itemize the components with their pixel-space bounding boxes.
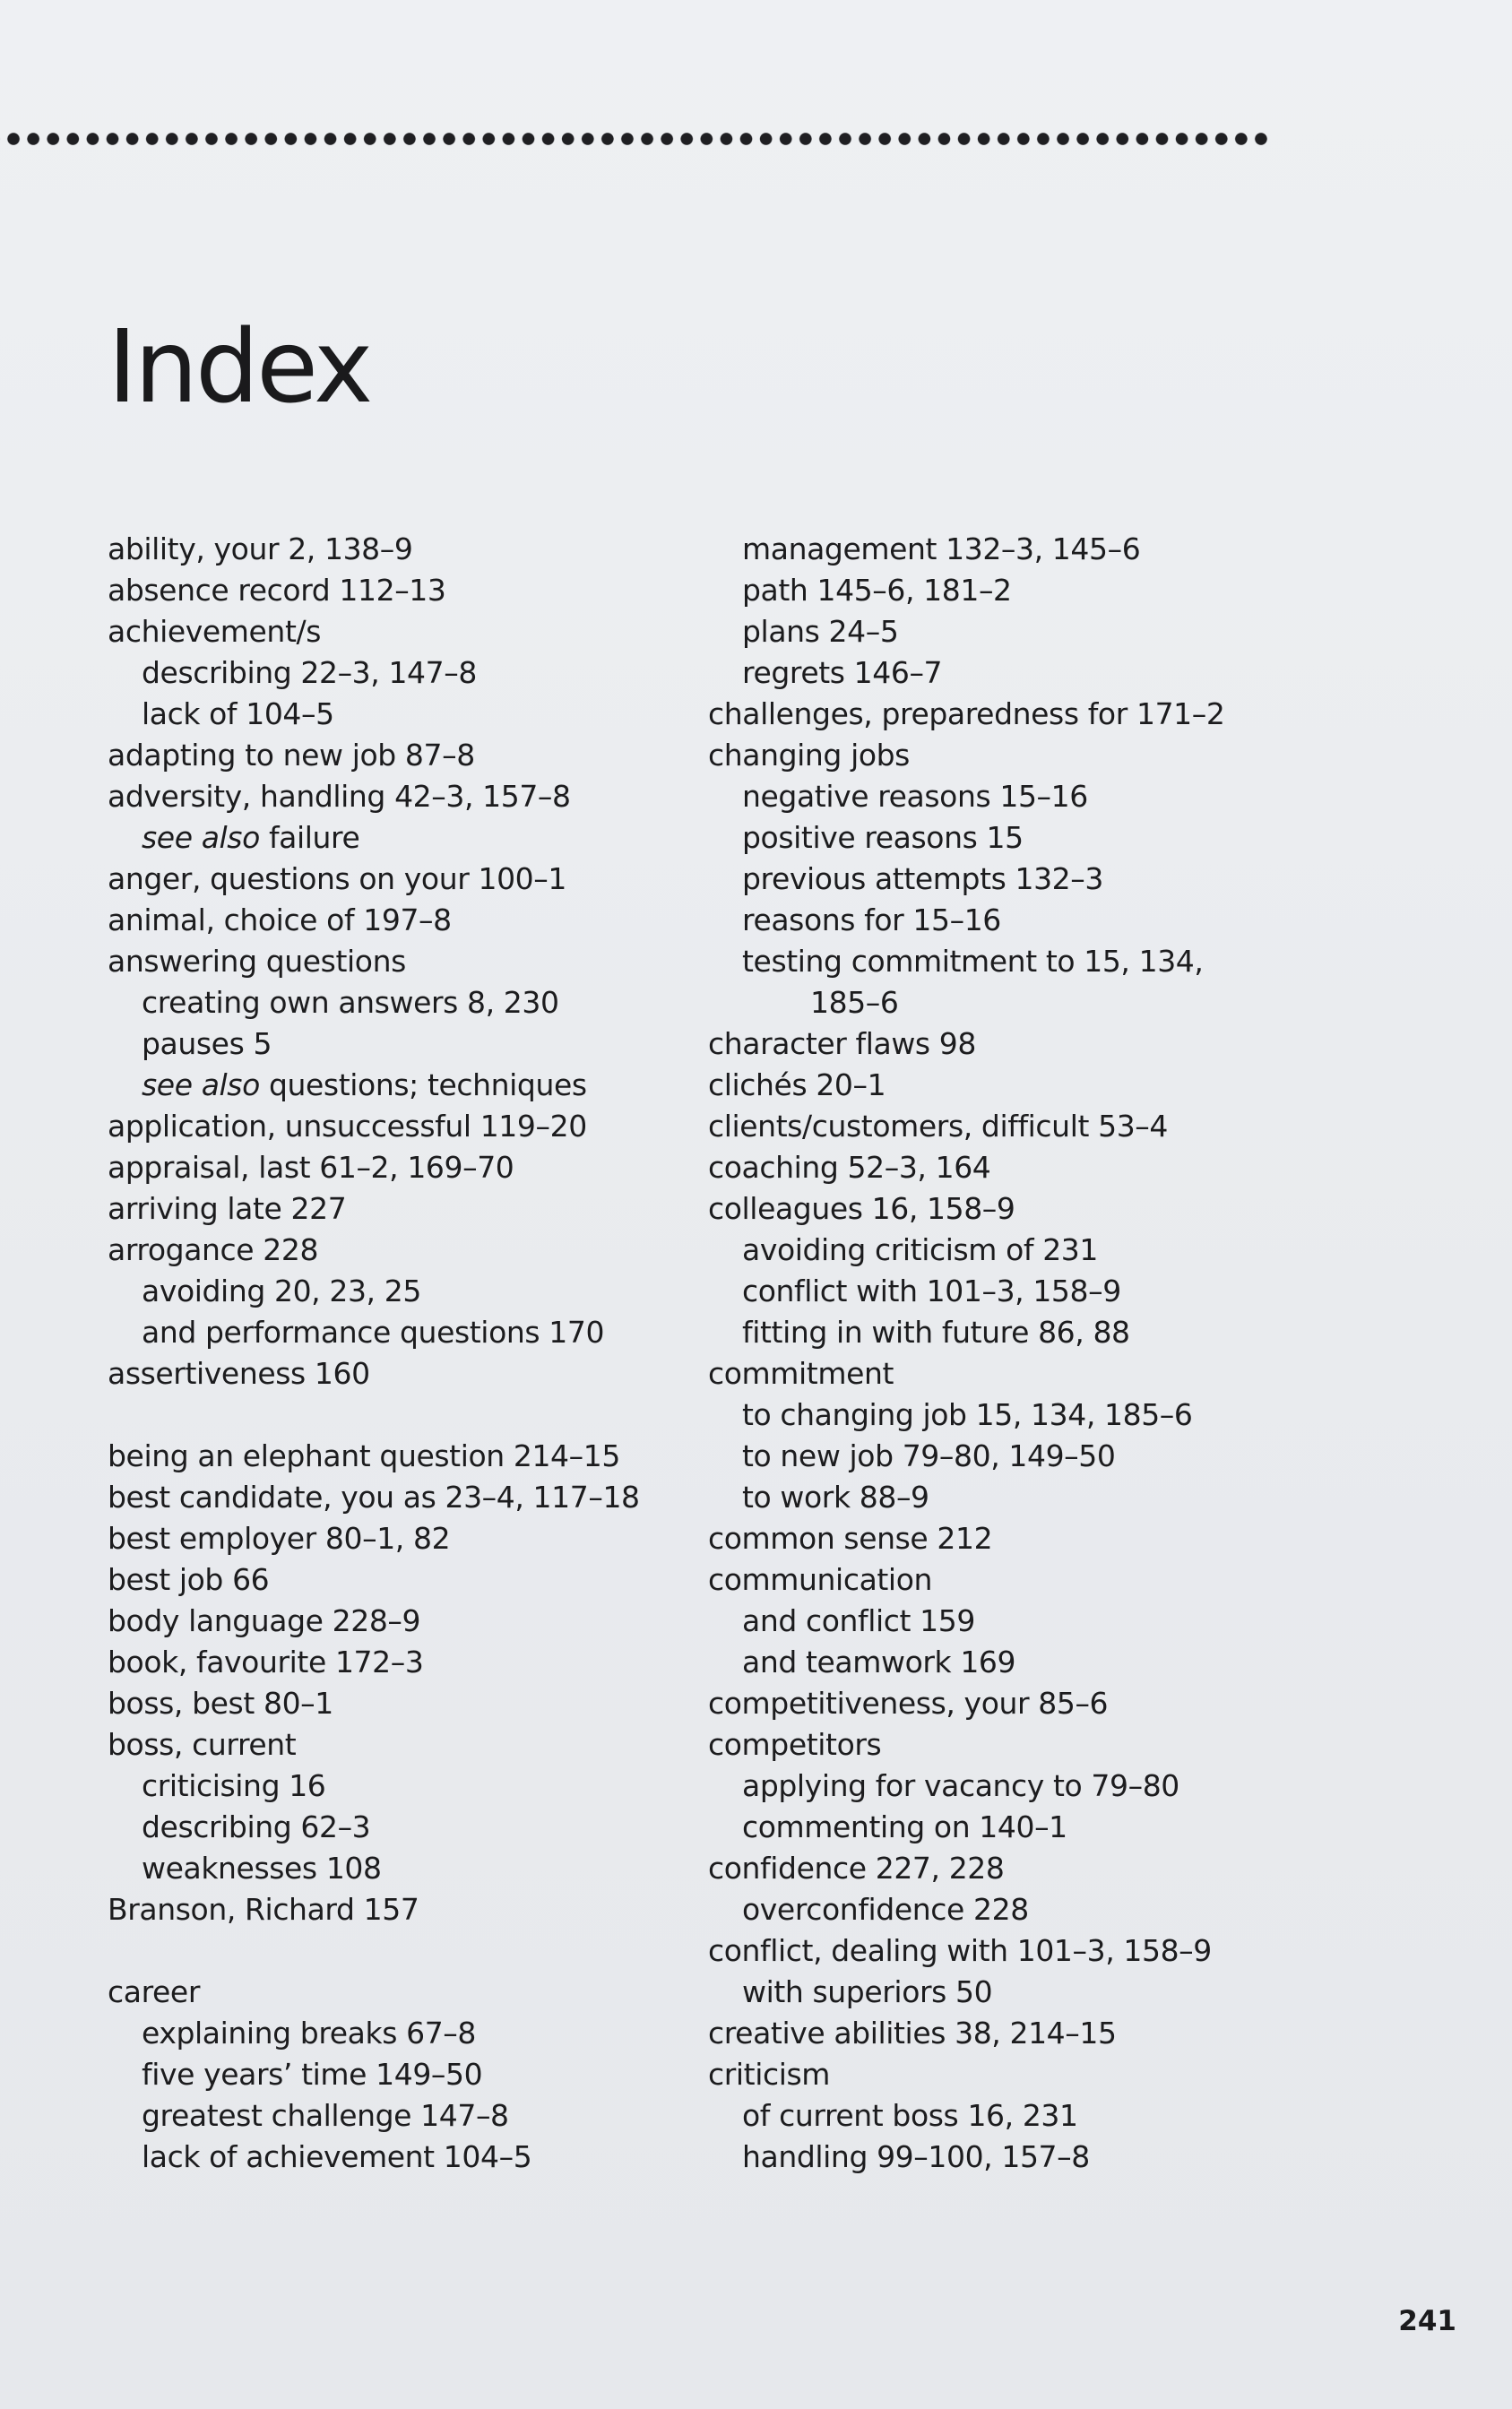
index-entry-text: overconfidence 228 bbox=[742, 1892, 1029, 1927]
index-subentry bbox=[108, 2095, 681, 2137]
index-entry-text: commenting on 140–1 bbox=[742, 1809, 1067, 1844]
index-entry-text: creative abilities 38, 214–15 bbox=[708, 2016, 1117, 2051]
index-entry-text: creating own answers 8, 230 bbox=[142, 985, 559, 1020]
index-entry-text: to changing job 15, 134, 185–6 bbox=[742, 1397, 1193, 1432]
index-entry-text: competitors bbox=[708, 1727, 882, 1762]
index-entry bbox=[708, 1559, 1335, 1601]
index-entry-text: clichés 20–1 bbox=[708, 1067, 886, 1102]
index-entry-text: testing commitment to 15, 134, bbox=[742, 944, 1204, 979]
index-subentry bbox=[108, 2054, 681, 2095]
index-entry-text: arrogance 228 bbox=[108, 1232, 319, 1267]
index-entry-text: avoiding 20, 23, 25 bbox=[142, 1274, 421, 1308]
index-entry bbox=[708, 1848, 1335, 1889]
index-subentry bbox=[708, 1766, 1335, 1807]
index-subentry bbox=[108, 1065, 681, 1106]
index-subentry bbox=[108, 1312, 681, 1353]
index-entry-text: path 145–6, 181–2 bbox=[742, 573, 1012, 608]
index-subentry bbox=[108, 1807, 681, 1848]
index-entry bbox=[108, 1106, 681, 1147]
index-entry-text: assertiveness 160 bbox=[108, 1356, 370, 1391]
index-entry-text: book, favourite 172–3 bbox=[108, 1645, 424, 1679]
cross-reference-label: see also bbox=[142, 1067, 260, 1102]
index-entry bbox=[108, 1889, 681, 1930]
index-entry bbox=[708, 1518, 1335, 1559]
index-subentry bbox=[708, 611, 1335, 652]
index-subentry bbox=[708, 1807, 1335, 1848]
index-subentry bbox=[708, 1889, 1335, 1930]
index-entry bbox=[708, 1023, 1335, 1065]
index-entry-text: reasons for 15–16 bbox=[742, 902, 1001, 937]
index-entry-text: to work 88–9 bbox=[742, 1480, 929, 1515]
index-subentry bbox=[108, 982, 681, 1023]
index-entry-text: five years’ time 149–50 bbox=[142, 2057, 483, 2092]
index-subentry bbox=[708, 1642, 1335, 1683]
dotted-rule bbox=[0, 131, 1273, 154]
index-entry-text: failure bbox=[268, 820, 360, 855]
index-entry-text: commitment bbox=[708, 1356, 894, 1391]
index-entry-text: appraisal, last 61–2, 169–70 bbox=[108, 1150, 514, 1185]
index-entry-text: animal, choice of 197–8 bbox=[108, 902, 452, 937]
index-entry bbox=[108, 900, 681, 941]
index-entry-text: adversity, handling 42–3, 157–8 bbox=[108, 779, 571, 814]
index-entry-text: character flaws 98 bbox=[708, 1026, 976, 1061]
index-subentry bbox=[708, 2137, 1335, 2178]
index-entry-text: answering questions bbox=[108, 944, 406, 979]
index-subentry bbox=[108, 1848, 681, 1889]
index-subentry bbox=[708, 2095, 1335, 2137]
index-entry-text: Branson, Richard 157 bbox=[108, 1892, 419, 1927]
index-entry-text: and conflict 159 bbox=[742, 1603, 975, 1638]
index-entry-text: criticism bbox=[708, 2057, 831, 2092]
index-entry-text: adapting to new job 87–8 bbox=[108, 738, 475, 773]
index-entry-text: and teamwork 169 bbox=[742, 1645, 1016, 1679]
index-entry bbox=[108, 1436, 681, 1477]
index-entry bbox=[108, 1601, 681, 1642]
index-entry bbox=[108, 611, 681, 652]
index-subentry bbox=[108, 652, 681, 694]
index-subentry bbox=[108, 2137, 681, 2178]
index-entry bbox=[108, 735, 681, 776]
index-entry-text: previous attempts 132–3 bbox=[742, 861, 1103, 896]
index-subentry bbox=[708, 529, 1335, 570]
index-entry-text: criticising 16 bbox=[142, 1768, 326, 1803]
index-gap bbox=[108, 1394, 681, 1436]
index-entry bbox=[108, 1188, 681, 1230]
cross-reference-label: see also bbox=[142, 820, 260, 855]
index-entry bbox=[108, 529, 681, 570]
index-entry bbox=[108, 776, 681, 817]
index-entry-text: career bbox=[108, 1974, 200, 2009]
index-entry-text: positive reasons 15 bbox=[742, 820, 1024, 855]
index-subentry bbox=[708, 900, 1335, 941]
index-entry-text: changing jobs bbox=[708, 738, 910, 773]
index-entry bbox=[708, 735, 1335, 776]
index-entry-text: conflict, dealing with 101–3, 158–9 bbox=[708, 1933, 1212, 1968]
index-subentry bbox=[108, 1023, 681, 1065]
index-gap bbox=[108, 1930, 681, 1972]
index-column-left bbox=[108, 529, 681, 2178]
index-entry bbox=[708, 1147, 1335, 1188]
index-entry-text: avoiding criticism of 231 bbox=[742, 1232, 1098, 1267]
index-entry-text: anger, questions on your 100–1 bbox=[108, 861, 566, 896]
index-entry-text: plans 24–5 bbox=[742, 614, 899, 649]
index-entry-text: confidence 227, 228 bbox=[708, 1851, 1005, 1886]
index-entry-text: greatest challenge 147–8 bbox=[142, 2098, 509, 2133]
index-entry-text: describing 22–3, 147–8 bbox=[142, 655, 477, 690]
index-entry bbox=[708, 1106, 1335, 1147]
index-entry-text: challenges, preparedness for 171–2 bbox=[708, 696, 1225, 731]
index-entry-text: colleagues 16, 158–9 bbox=[708, 1191, 1015, 1226]
index-subentry bbox=[108, 1766, 681, 1807]
index-subentry bbox=[708, 776, 1335, 817]
index-subentry bbox=[108, 1271, 681, 1312]
index-entry bbox=[708, 1353, 1335, 1394]
index-entry-text: competitiveness, your 85–6 bbox=[708, 1686, 1109, 1721]
index-entry-text: management 132–3, 145–6 bbox=[742, 531, 1141, 566]
index-subentry bbox=[708, 1972, 1335, 2013]
index-subentry bbox=[708, 1477, 1335, 1518]
index-subentry bbox=[708, 1230, 1335, 1271]
index-entry-text: lack of 104–5 bbox=[142, 696, 334, 731]
index-entry-text: lack of achievement 104–5 bbox=[142, 2139, 532, 2174]
index-subentry bbox=[708, 817, 1335, 859]
index-entry bbox=[108, 1642, 681, 1683]
index-subentry bbox=[708, 652, 1335, 694]
index-entry-text: common sense 212 bbox=[708, 1521, 993, 1556]
index-entry bbox=[108, 1683, 681, 1724]
index-entry bbox=[108, 1559, 681, 1601]
index-subentry bbox=[708, 982, 1335, 1023]
index-entry-text: arriving late 227 bbox=[108, 1191, 347, 1226]
index-entry-text: negative reasons 15–16 bbox=[742, 779, 1088, 814]
index-entry-text: describing 62–3 bbox=[142, 1809, 371, 1844]
index-subentry bbox=[708, 570, 1335, 611]
index-subentry bbox=[708, 1312, 1335, 1353]
page-title: Index bbox=[108, 309, 371, 427]
index-entry bbox=[708, 2013, 1335, 2054]
index-entry bbox=[108, 1230, 681, 1271]
index-entry-text: applying for vacancy to 79–80 bbox=[742, 1768, 1179, 1803]
index-entry-text: and performance questions 170 bbox=[142, 1315, 605, 1350]
index-column-right bbox=[708, 529, 1335, 2178]
index-entry-text: pauses 5 bbox=[142, 1026, 272, 1061]
page-number: 241 bbox=[1398, 2305, 1456, 2337]
index-entry-text: questions; techniques bbox=[268, 1067, 587, 1102]
index-entry-text: to new job 79–80, 149–50 bbox=[742, 1438, 1116, 1473]
index-entry bbox=[108, 1477, 681, 1518]
index-entry-text: application, unsuccessful 119–20 bbox=[108, 1109, 587, 1144]
index-entry bbox=[108, 941, 681, 982]
index-entry-text: explaining breaks 67–8 bbox=[142, 2016, 476, 2051]
index-entry bbox=[708, 2054, 1335, 2095]
index-entry bbox=[108, 859, 681, 900]
index-subentry bbox=[708, 859, 1335, 900]
index-entry-text: weaknesses 108 bbox=[142, 1851, 382, 1886]
index-subentry bbox=[108, 2013, 681, 2054]
index-entry-text: being an elephant question 214–15 bbox=[108, 1438, 620, 1473]
index-subentry bbox=[708, 1436, 1335, 1477]
index-entry-text: boss, current bbox=[108, 1727, 297, 1762]
index-entry-text: absence record 112–13 bbox=[108, 573, 446, 608]
index-subentry bbox=[708, 1271, 1335, 1312]
index-entry-text: achievement/s bbox=[108, 614, 321, 649]
index-entry-text: fitting in with future 86, 88 bbox=[742, 1315, 1130, 1350]
index-entry-text: coaching 52–3, 164 bbox=[708, 1150, 991, 1185]
index-entry-text: 185–6 bbox=[810, 985, 899, 1020]
index-entry bbox=[108, 1972, 681, 2013]
index-subentry bbox=[708, 941, 1335, 982]
index-entry-text: with superiors 50 bbox=[742, 1974, 993, 2009]
index-subentry bbox=[108, 694, 681, 735]
index-entry-text: best job 66 bbox=[108, 1562, 270, 1597]
index-entry bbox=[708, 1930, 1335, 1972]
index-entry-text: communication bbox=[708, 1562, 933, 1597]
index-entry bbox=[708, 1724, 1335, 1766]
index-entry-text: boss, best 80–1 bbox=[108, 1686, 333, 1721]
index-entry bbox=[708, 694, 1335, 735]
index-entry-text: clients/customers, difficult 53–4 bbox=[708, 1109, 1168, 1144]
index-entry-text: handling 99–100, 157–8 bbox=[742, 2139, 1090, 2174]
index-entry bbox=[708, 1683, 1335, 1724]
index-subentry bbox=[708, 1601, 1335, 1642]
index-entry bbox=[108, 570, 681, 611]
index-entry bbox=[108, 1518, 681, 1559]
index-entry-text: best employer 80–1, 82 bbox=[108, 1521, 451, 1556]
index-entry bbox=[708, 1188, 1335, 1230]
index-entry-text: ability, your 2, 138–9 bbox=[108, 531, 413, 566]
index-entry-text: regrets 146–7 bbox=[742, 655, 943, 690]
index-entry-text: of current boss 16, 231 bbox=[742, 2098, 1078, 2133]
index-entry bbox=[108, 1353, 681, 1394]
index-entry-text: body language 228–9 bbox=[108, 1603, 421, 1638]
index-entry bbox=[708, 1065, 1335, 1106]
index-subentry bbox=[108, 817, 681, 859]
index-entry bbox=[108, 1147, 681, 1188]
index-subentry bbox=[708, 1394, 1335, 1436]
index-entry-text: best candidate, you as 23–4, 117–18 bbox=[108, 1480, 640, 1515]
index-entry bbox=[108, 1724, 681, 1766]
index-entry-text: conflict with 101–3, 158–9 bbox=[742, 1274, 1121, 1308]
